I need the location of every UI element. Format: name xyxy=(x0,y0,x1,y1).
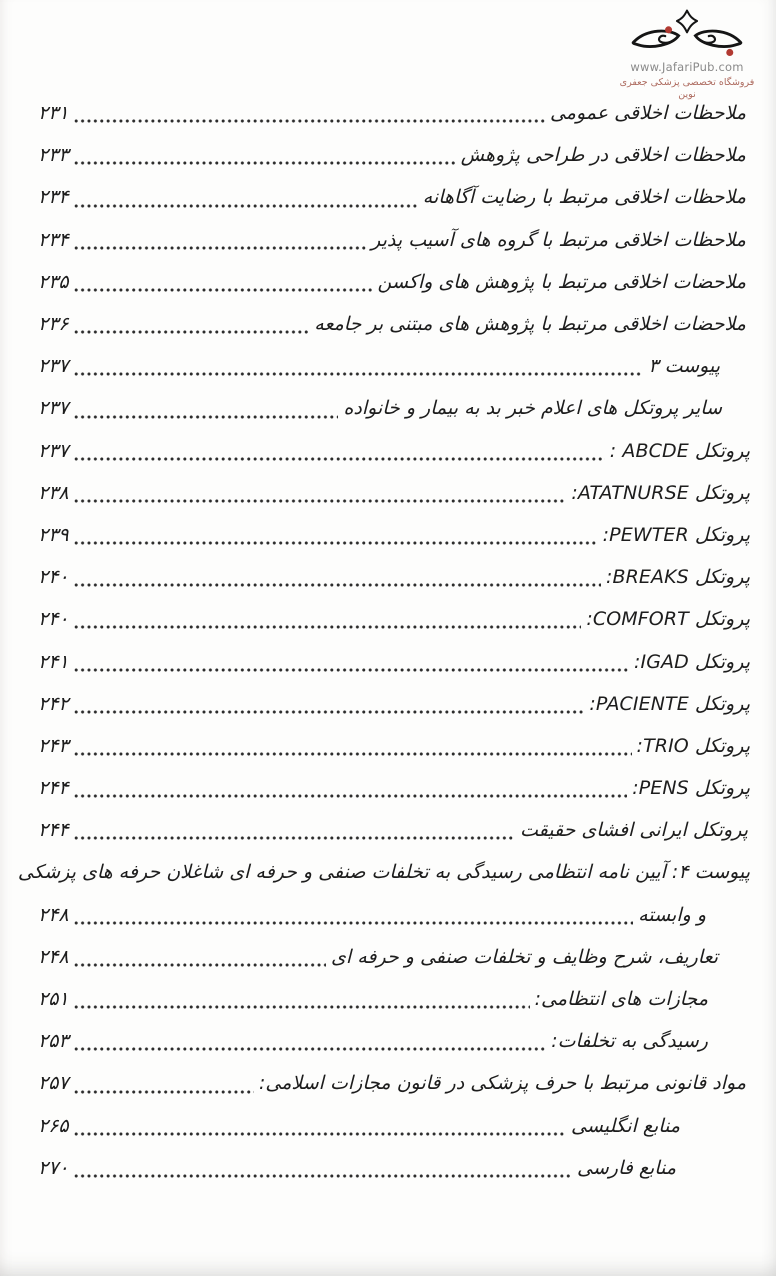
toc-entry-title: منابع فارسی xyxy=(577,1156,676,1179)
dot-leader xyxy=(73,706,585,714)
toc-entry xyxy=(38,472,750,514)
dot-leader xyxy=(73,748,632,756)
toc-entry-title: پروتکل PACIENTE: xyxy=(589,692,750,715)
toc-entry-page: ۲۳۹ xyxy=(38,523,69,546)
dot-leader xyxy=(73,664,629,672)
toc-entry-title: تعاریف، شرح وظایف و تخلفات صنفی و حرفه ای xyxy=(331,945,718,968)
toc-entry-title: رسیدگی به تخلفات: xyxy=(551,1030,708,1053)
dot-leader xyxy=(73,959,326,967)
dot-leader xyxy=(73,157,456,165)
toc-entry xyxy=(38,134,750,176)
toc-entry-title: ملاحضات اخلاقی مرتبط با پژوهش های مبتنی بر جامعه xyxy=(314,313,746,336)
toc-list xyxy=(17,92,750,1189)
dot-leader xyxy=(73,453,605,461)
toc-entry xyxy=(38,514,750,556)
toc-entry-page: ۲۴۳ xyxy=(38,734,69,757)
toc-entry-page: ۲۶۵ xyxy=(38,1114,69,1137)
toc-entry-title: پیوست ۳ xyxy=(648,355,720,378)
toc-entry-page: ۲۴۱ xyxy=(38,650,69,673)
toc-entry xyxy=(38,387,750,429)
publisher-tagline: فروشگاه تخصصی پزشکی جعفری نوین xyxy=(619,77,755,101)
toc-entry xyxy=(17,851,750,893)
dot-leader xyxy=(73,832,515,840)
toc-entry-title: مواد قانونی مرتبط با حرف پزشکی در قانون مجازات اسلامی: xyxy=(258,1072,746,1095)
dot-leader xyxy=(73,1001,530,1009)
toc-entry-title: پروتکل PENS: xyxy=(632,777,750,800)
dot-leader xyxy=(73,537,598,545)
dot-leader xyxy=(73,1043,547,1051)
toc-entry-title: پروتکل PEWTER: xyxy=(602,523,750,546)
toc-entry xyxy=(38,1020,750,1062)
toc-entry xyxy=(38,1105,750,1147)
toc-entry-page: ۲۳۳ xyxy=(38,144,69,167)
toc-entry-title: پروتکل ATATNURSE: xyxy=(571,481,750,504)
toc-entry-title: پروتکل COMFORT: xyxy=(586,608,750,631)
dot-leader xyxy=(73,115,545,123)
dot-leader xyxy=(73,621,582,629)
toc-entry-page: ۲۴۰ xyxy=(38,608,69,631)
toc-entry xyxy=(38,1147,750,1189)
toc-entry xyxy=(38,809,750,851)
toc-entry-page: ۲۳۸ xyxy=(38,481,69,504)
toc-entry-page: ۲۳۷ xyxy=(38,397,69,420)
toc-entry-page: ۲۴۴ xyxy=(38,819,69,842)
toc-entry xyxy=(38,219,750,261)
toc-entry xyxy=(38,767,750,809)
toc-entry xyxy=(38,1062,750,1104)
toc-entry-page: ۲۳۴ xyxy=(38,186,69,209)
dot-leader xyxy=(73,917,634,925)
toc-entry-page: ۲۴۸ xyxy=(38,903,69,926)
publisher-logo xyxy=(616,8,758,101)
toc-entry xyxy=(38,176,750,218)
toc-entry-page: ۲۵۷ xyxy=(38,1072,69,1095)
toc-entry-title: سایر پروتکل های اعلام خبر بد به بیمار و خانواده xyxy=(343,397,722,420)
toc-entry xyxy=(38,894,750,936)
toc-entry-page: ۲۳۶ xyxy=(38,313,69,336)
toc-entry-title: ملاحظات اخلاقی مرتبط با رضایت آگاهانه xyxy=(422,186,746,209)
toc-entry xyxy=(38,936,750,978)
toc-entry-title: پروتکل BREAKS: xyxy=(605,566,750,589)
dot-leader xyxy=(73,368,644,376)
toc-entry xyxy=(38,978,750,1020)
dot-leader xyxy=(73,411,339,419)
toc-entry-page: ۲۳۱ xyxy=(38,102,69,125)
toc-entry-page: ۲۳۴ xyxy=(38,228,69,251)
toc-entry-title: منابع انگلیسی xyxy=(570,1114,680,1137)
toc-entry-page: ۲۴۴ xyxy=(38,777,69,800)
toc-entry xyxy=(38,345,750,387)
toc-entry-page: ۲۵۱ xyxy=(38,988,69,1011)
dot-leader xyxy=(73,242,367,250)
toc-entry xyxy=(38,725,750,767)
toc-entry-title: ملاحظات اخلاقی عمومی xyxy=(549,102,746,125)
dot-leader xyxy=(73,326,310,334)
toc-entry xyxy=(38,640,750,682)
toc-entry-title: پروتکل IGAD: xyxy=(633,650,750,673)
toc-entry-page: ۲۳۷ xyxy=(38,439,69,462)
dot-leader xyxy=(73,200,418,208)
publisher-logo-icon xyxy=(628,8,746,60)
toc-entry xyxy=(38,598,750,640)
toc-entry xyxy=(38,683,750,725)
toc-entry-page: ۲۳۷ xyxy=(38,355,69,378)
toc-entry xyxy=(38,92,750,134)
dot-leader xyxy=(73,284,373,292)
publisher-website-url: www.JafariPub.com xyxy=(630,60,744,74)
toc-entry-title: و وابسته xyxy=(638,903,706,926)
toc-entry-page: ۲۴۸ xyxy=(38,945,69,968)
toc-entry-title: پروتکل ABCDE : xyxy=(609,439,750,462)
dot-leader xyxy=(73,1086,254,1094)
toc-entry-title: ملاحضات اخلاقی مرتبط با پژوهش های واکسن xyxy=(377,270,746,293)
toc-entry xyxy=(38,261,750,303)
toc-entry xyxy=(38,430,750,472)
dot-leader xyxy=(73,1128,566,1136)
toc-entry-title: پیوست ۴: آیین نامه انتظامی رسیدگی به تخلفات صنفی و حرفه ای شاغلان حرفه های پزشکی xyxy=(17,861,750,884)
dot-leader xyxy=(73,1170,572,1178)
toc-entry-page: ۲۳۵ xyxy=(38,270,69,293)
toc-entry-page: ۲۴۰ xyxy=(38,566,69,589)
toc-entry-title: پروتکل ایرانی افشای حقیقت xyxy=(519,819,748,842)
toc-entry-page: ۲۵۳ xyxy=(38,1030,69,1053)
toc-entry-title: ملاحظات اخلاقی در طراحی پژوهش xyxy=(460,144,746,167)
dot-leader xyxy=(73,790,628,798)
toc-entry xyxy=(38,556,750,598)
toc-entry xyxy=(38,303,750,345)
toc-entry-page: ۲۷۰ xyxy=(38,1156,69,1179)
toc-entry-title: ملاحظات اخلاقی مرتبط با گروه های آسیب پذیر xyxy=(371,228,746,251)
dot-leader xyxy=(73,579,601,587)
toc-entry-page: ۲۴۲ xyxy=(38,692,69,715)
toc-entry-title: پروتکل TRIO: xyxy=(636,734,750,757)
dot-leader xyxy=(73,495,567,503)
toc-entry-title: مجازات های انتظامی: xyxy=(534,988,708,1011)
